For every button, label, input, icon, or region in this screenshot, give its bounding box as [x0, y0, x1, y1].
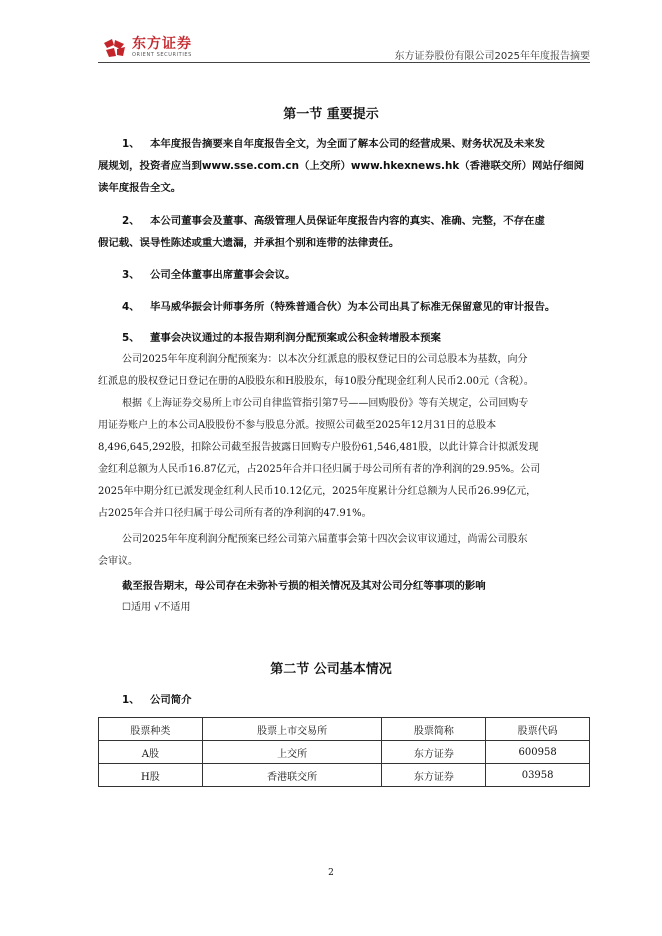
paragraph-line: 用证券账户上的本公司A股股份不参与股息分派。按照公司截至2025年12月31日的总股本 [98, 420, 497, 431]
section-1-title: 第一节 重要提示 [283, 107, 379, 122]
notice-item-2 [98, 210, 590, 254]
item-text: 公司简介 [150, 694, 192, 706]
item-text: 展规划，投资者应当到www.sse.com.cn（上交所）www.hkexnews.hk（香港联交所）网站仔细阅 [98, 160, 584, 172]
table-header-cell: 股票种类 [99, 718, 203, 741]
paragraph-line: 会审议。 [98, 556, 138, 567]
item-number: 5、 [122, 332, 140, 344]
table-header-row [99, 718, 590, 741]
notice-item-4 [122, 296, 590, 318]
page-number: 2 [328, 868, 334, 878]
applicable-checkbox-text: ☐适用 √不适用 [122, 602, 191, 613]
paragraph-line: 根据《上海证券交易所上市公司自律监管指引第7号——回购股份》等有关规定，公司回购专 [122, 398, 529, 409]
logo-text-cn: 东方证券 [132, 36, 192, 52]
approval-paragraph [98, 529, 590, 573]
paragraph-line: 2025年中期分红已派发现金红利人民币10.12亿元，2025年度累计分红总额为人民币26.99亿元， [98, 486, 537, 497]
orient-logo-icon [102, 37, 128, 59]
buyback-paragraph [98, 393, 590, 525]
item-number: 2、 [122, 215, 140, 227]
document-title: 东方证券股份有限公司2025年年度报告摘要 [394, 51, 590, 62]
item-text: 本年度报告摘要来自年度报告全文，为全面了解本公司的经营成果、财务状况及未来发 [150, 138, 545, 150]
header-divider [98, 62, 590, 63]
item-text: 公司全体董事出席董事会会议。 [150, 269, 296, 281]
table-cell: 香港联交所 [202, 764, 382, 787]
paragraph-line: 金红利总额为人民币16.87亿元，占2025年合并口径归属于母公司所有者的净利润的29.95%。公司 [98, 464, 541, 475]
paragraph-line: 占2025年合并口径归属于母公司所有者的净利润的47.91%。 [98, 508, 372, 519]
table-cell: 03958 [486, 764, 590, 787]
table-cell: A股 [99, 741, 203, 764]
company-profile-heading [122, 689, 590, 711]
table-row [99, 741, 590, 764]
company-logo [102, 34, 192, 62]
item-text: 董事会决议通过的本报告期利润分配预案或公积金转增股本预案 [150, 332, 441, 344]
stock-info-table [98, 717, 590, 787]
table-cell: 上交所 [202, 741, 382, 764]
paragraph-line: 8,496,645,292股，扣除公司截至报告披露日回购专户股份61,546,481股，以此计算合计拟派发现 [98, 442, 539, 453]
item-number: 4、 [122, 301, 140, 313]
item-number: 1、 [122, 694, 140, 706]
item-text: 本公司董事会及董事、高级管理人员保证年度报告内容的真实、准确、完整，不存在虚 [150, 215, 545, 227]
dividend-plan-paragraph [98, 349, 590, 393]
table-header-cell: 股票上市交易所 [202, 718, 382, 741]
logo-text-en: ORIENT SECURITIES [132, 52, 192, 58]
paragraph-line: 公司2025年年度利润分配预案为：以本次分红派息的股权登记日的公司总股本为基数，向分 [122, 354, 528, 365]
item-number: 1、 [122, 138, 140, 150]
item-text: 读年度报告全文。 [98, 182, 182, 194]
notice-item-5 [122, 327, 590, 349]
item-text: 毕马威华振会计师事务所（特殊普通合伙）为本公司出具了标准无保留意见的审计报告。 [150, 301, 556, 313]
item-text: 假记载、误导性陈述或重大遗漏，并承担个别和连带的法律责任。 [98, 237, 400, 249]
table-cell: 600958 [486, 741, 590, 764]
table-cell: H股 [99, 764, 203, 787]
unrecovered-loss-heading: 截至报告期末，母公司存在未弥补亏损的相关情况及其对公司分红等事项的影响 [122, 580, 486, 592]
item-number: 3、 [122, 269, 140, 281]
table-cell: 东方证券 [382, 741, 486, 764]
paragraph-line: 红派息的股权登记日登记在册的A股股东和H股股东，每10股分配现金红利人民币2.00元（含税）。 [98, 376, 534, 387]
table-row [99, 764, 590, 787]
section-2-title: 第二节 公司基本情况 [270, 662, 392, 677]
table-header-cell: 股票代码 [486, 718, 590, 741]
table-cell: 东方证券 [382, 764, 486, 787]
paragraph-line: 公司2025年年度利润分配预案已经公司第六届董事会第十四次会议审议通过，尚需公司股东 [122, 534, 528, 545]
notice-item-1 [98, 133, 590, 199]
notice-item-3 [122, 264, 590, 286]
table-header-cell: 股票简称 [382, 718, 486, 741]
